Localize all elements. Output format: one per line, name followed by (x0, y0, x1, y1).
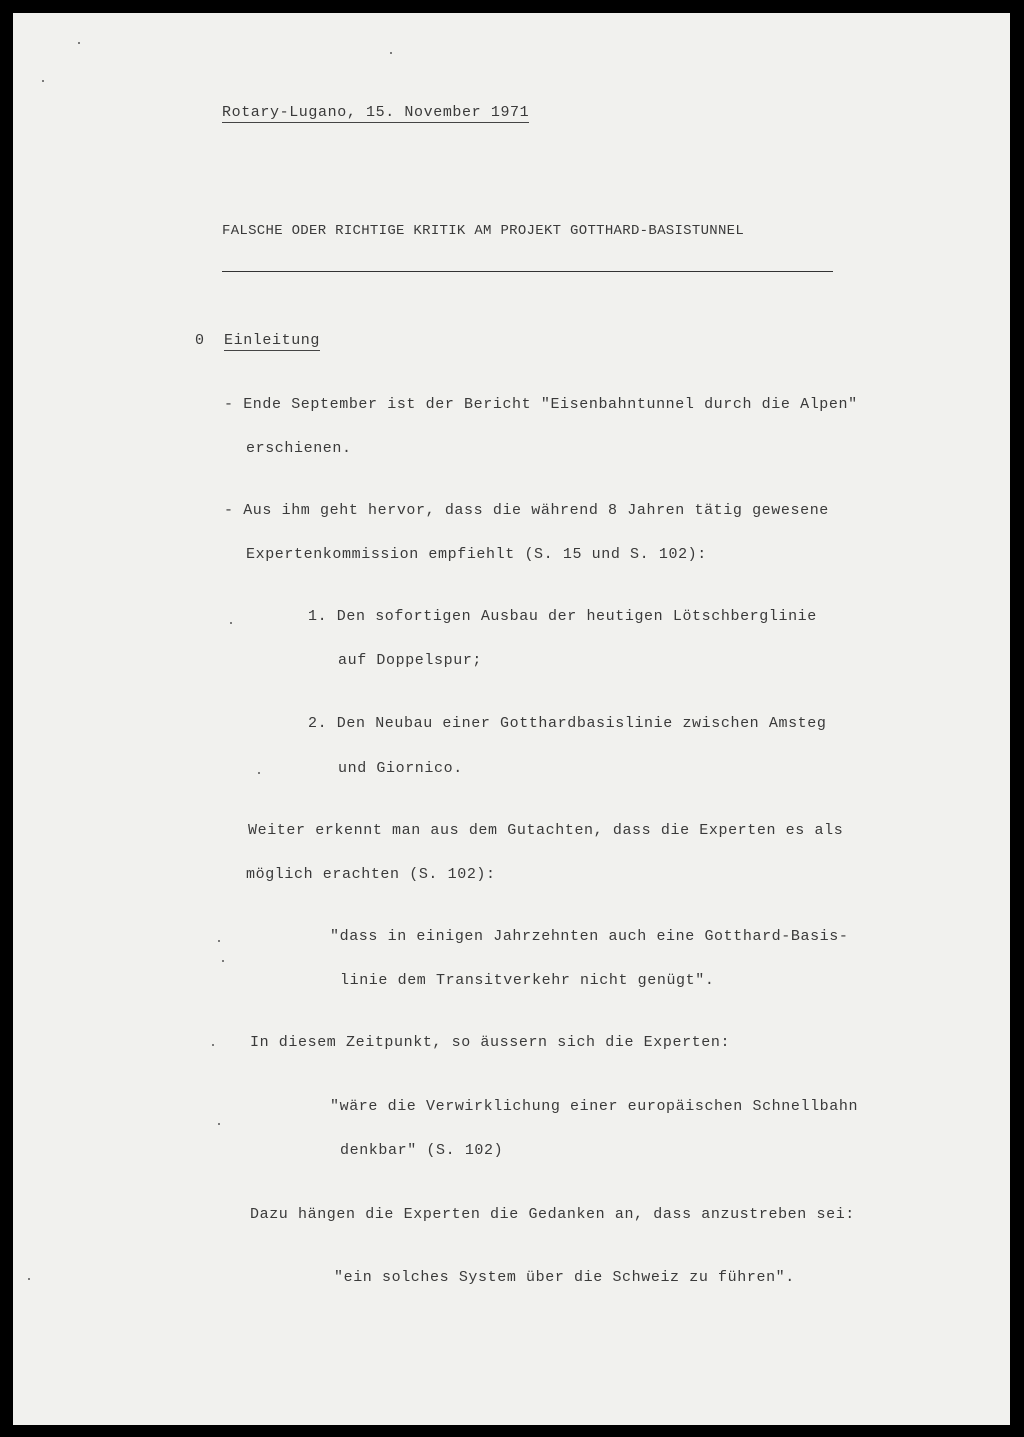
quote-line: "wäre die Verwirklichung einer europäischen Schnellbahn (330, 1098, 859, 1115)
list-item: 1. Den sofortigen Ausbau der heutigen Lötschberglinie (308, 608, 817, 625)
list-item: auf Doppelspur; (338, 652, 483, 669)
paragraph-line: Expertenkommission empfiehlt (S. 15 und S. 102): (246, 546, 707, 563)
scan-speck (42, 80, 44, 82)
paragraph-line: möglich erachten (S. 102): (246, 866, 496, 883)
scan-speck (258, 772, 260, 774)
document-title: FALSCHE ODER RICHTIGE KRITIK AM PROJEKT GOTTHARD-BASISTUNNEL (222, 223, 745, 239)
scan-speck (218, 940, 220, 942)
paragraph-line: - Ende September ist der Bericht "Eisenbahntunnel durch die Alpen" (224, 396, 858, 413)
scan-speck (78, 42, 80, 44)
date-line: Rotary-Lugano, 15. November 1971 (222, 104, 530, 121)
scan-speck (28, 1278, 30, 1280)
quote-line: linie dem Transitverkehr nicht genügt". (340, 972, 715, 989)
scan-speck (230, 622, 232, 624)
list-item: 2. Den Neubau einer Gotthardbasislinie zwischen Amsteg (308, 715, 827, 732)
scan-speck (218, 1123, 220, 1125)
scan-speck (212, 1044, 214, 1046)
paragraph-line: erschienen. (246, 440, 352, 457)
title-rule (222, 271, 833, 272)
quote-line: "dass in einigen Jahrzehnten auch eine Gotthard-Basis- (330, 928, 849, 945)
section-number: 0 (195, 332, 205, 349)
section-heading: Einleitung (224, 332, 321, 349)
paragraph-line: Weiter erkennt man aus dem Gutachten, dass die Experten es als (248, 822, 844, 839)
paragraph-line: Dazu hängen die Experten die Gedanken an, dass anzustreben sei: (250, 1206, 855, 1223)
paragraph-line: - Aus ihm geht hervor, dass die während 8 Jahren tätig gewesene (224, 502, 829, 519)
list-item: und Giornico. (338, 760, 463, 777)
quote-line: denkbar" (S. 102) (340, 1142, 504, 1159)
paragraph-line: In diesem Zeitpunkt, so äussern sich die Experten: (250, 1034, 731, 1051)
quote-line: "ein solches System über die Schweiz zu führen". (334, 1269, 795, 1286)
scan-speck (222, 960, 224, 962)
scan-speck (390, 52, 392, 54)
